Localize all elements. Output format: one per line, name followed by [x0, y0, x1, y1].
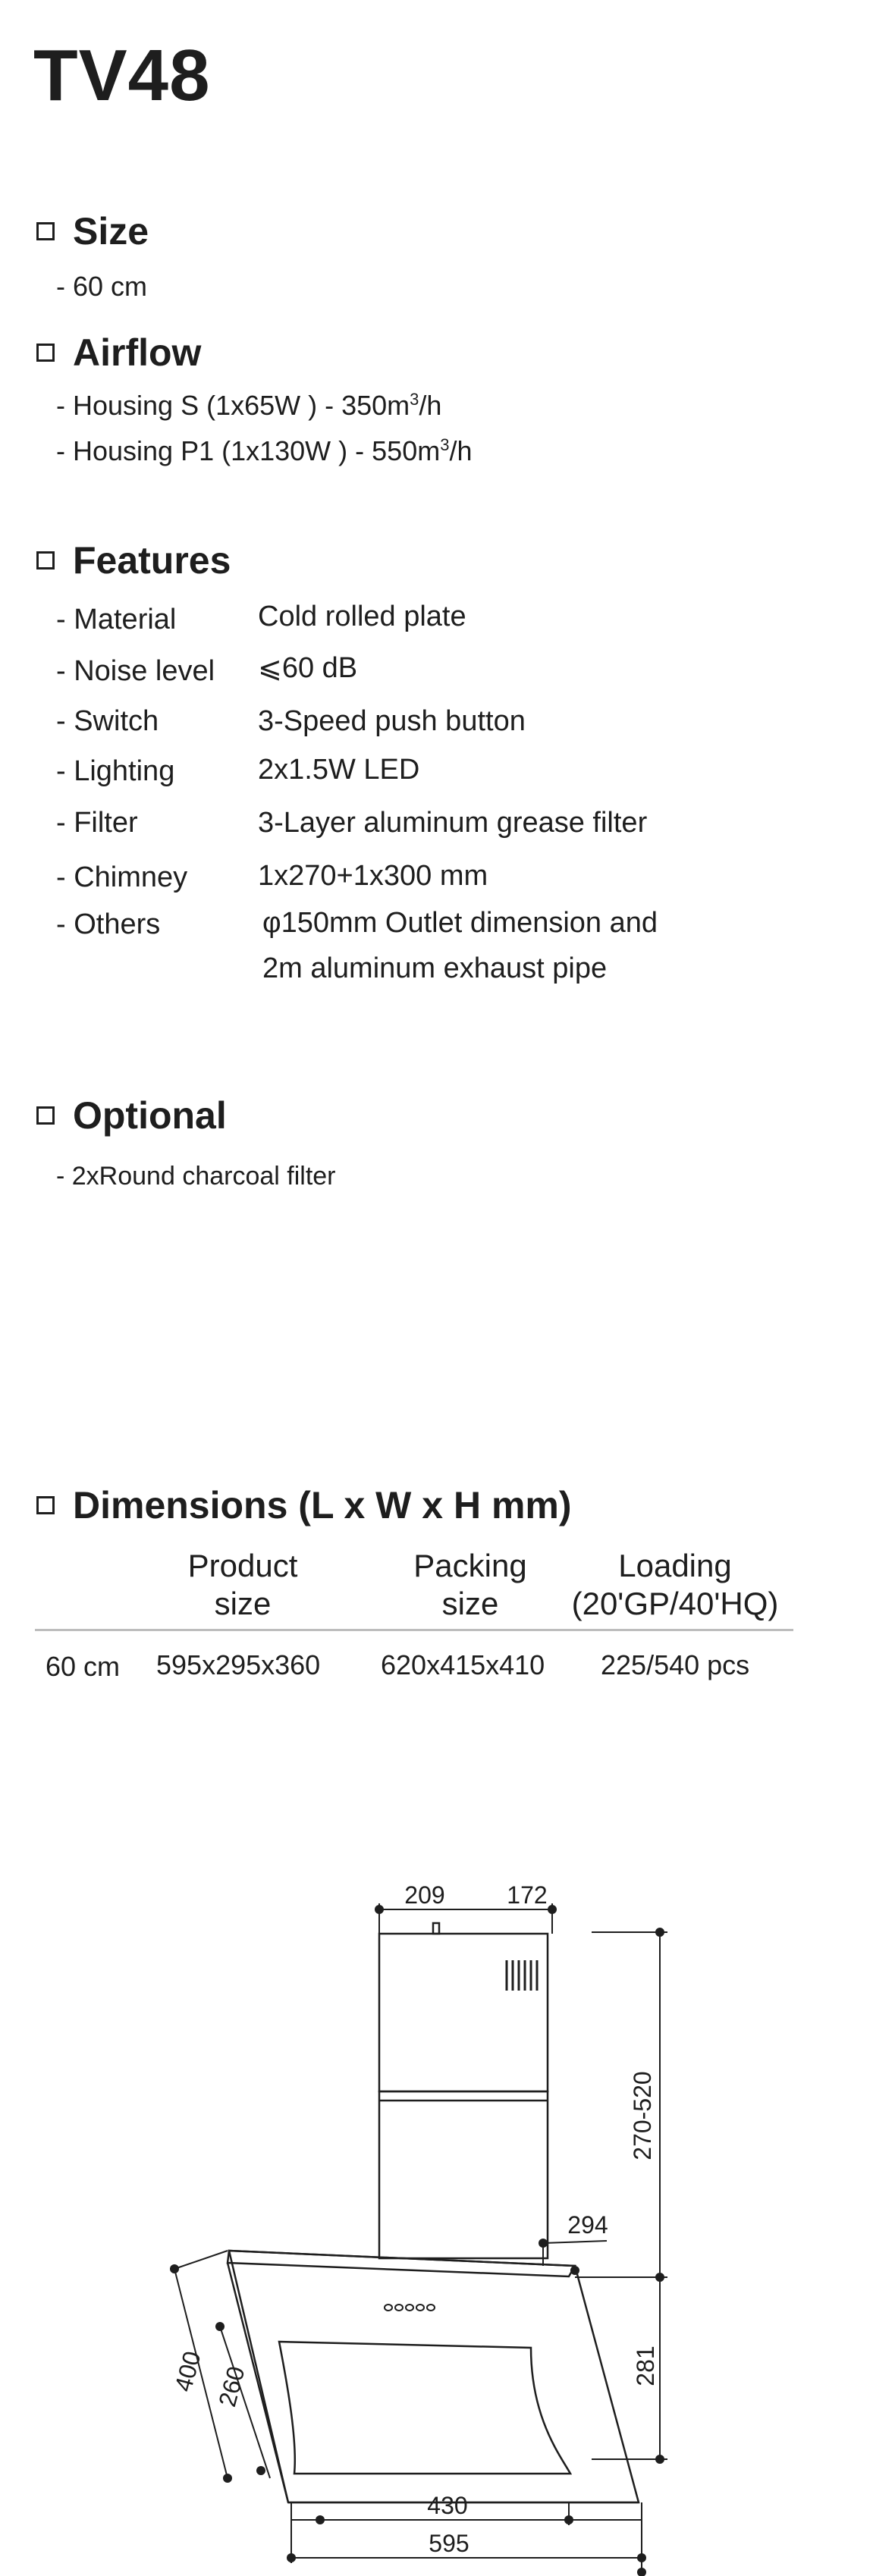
- airflow-item-text: - Housing S (1x65W ) - 350m: [56, 390, 410, 421]
- feature-label: - Material: [56, 604, 177, 635]
- dim-label-430: 430: [427, 2492, 468, 2519]
- feature-value: 3-Layer aluminum grease filter: [258, 807, 648, 839]
- feature-label: - Switch: [56, 705, 159, 737]
- optional-item: - 2xRound charcoal filter: [56, 1162, 336, 1191]
- feature-value: φ150mm Outlet dimension and: [262, 907, 658, 939]
- checkbox-square-icon: [36, 344, 55, 362]
- airflow-item: [56, 437, 472, 465]
- feature-label: - Chimney: [56, 861, 188, 893]
- airflow-item-text: - Housing P1 (1x130W ) - 550m: [56, 435, 441, 466]
- size-heading-label: Size: [73, 210, 149, 253]
- checkbox-square-icon: [36, 551, 55, 569]
- checkbox-square-icon: [36, 1106, 55, 1125]
- feature-value: Cold rolled plate: [258, 601, 466, 632]
- airflow-heading: [36, 331, 202, 374]
- feature-value: 1x270+1x300 mm: [258, 860, 488, 892]
- feature-value: 3-Speed push button: [258, 705, 526, 737]
- header-line: size: [214, 1586, 272, 1621]
- glass-panel: [279, 2342, 570, 2474]
- chimney-lower: [379, 2091, 548, 2258]
- feature-label: - Noise level: [56, 655, 215, 687]
- airflow-item-sup: 3: [410, 390, 419, 409]
- table-cell-product-size: 595x295x360: [156, 1649, 321, 1680]
- feature-label: - Filter: [56, 807, 138, 839]
- airflow-item-tail: /h: [449, 435, 473, 466]
- dimensions-heading: [36, 1486, 572, 1524]
- size-value: - 60 cm: [56, 271, 148, 302]
- table-cell-model: 60 cm: [46, 1651, 121, 1682]
- header-line: size: [441, 1586, 499, 1621]
- dim-label-281: 281: [632, 2345, 659, 2386]
- table-cell-loading: 225/540 pcs: [601, 1649, 750, 1680]
- dim-label-260: 260: [213, 2363, 250, 2410]
- optional-heading: [36, 1094, 227, 1137]
- dim-label-172: 172: [507, 1881, 548, 1909]
- feature-label: - Others: [56, 908, 161, 940]
- airflow-heading-label: Airflow: [73, 331, 202, 374]
- dim-label-chimney: 270-520: [629, 2071, 656, 2160]
- push-buttons: [385, 2305, 435, 2311]
- airflow-item-sup: 3: [440, 435, 450, 454]
- feature-label: - Lighting: [56, 755, 175, 787]
- table-cell-packing-size: 620x415x410: [381, 1649, 545, 1680]
- feature-value: ⩽60 dB: [258, 652, 358, 684]
- dim-label-209: 209: [404, 1881, 445, 1909]
- header-line: (20'GP/40'HQ): [571, 1586, 779, 1621]
- vent-slots: [507, 1960, 537, 1991]
- range-hood-drawing: [0, 1850, 895, 2576]
- hood-top-edge: [228, 2251, 575, 2276]
- chimney-upper: [379, 1934, 548, 2091]
- table-header-packing: [387, 1547, 554, 1623]
- table-divider: [35, 1629, 793, 1631]
- optional-heading-label: Optional: [73, 1094, 227, 1137]
- airflow-item: [56, 391, 441, 419]
- header-line: Loading: [618, 1548, 732, 1583]
- feature-value: 2x1.5W LED: [258, 754, 420, 786]
- dimension-dots: [170, 1905, 664, 2576]
- size-heading: [36, 210, 149, 253]
- product-title: TV48: [33, 35, 211, 116]
- dim-label-294: 294: [567, 2211, 608, 2239]
- airflow-item-tail: /h: [419, 390, 442, 421]
- dim-label-400: 400: [169, 2348, 206, 2395]
- header-line: Product: [187, 1548, 298, 1583]
- checkbox-square-icon: [36, 222, 55, 240]
- checkbox-square-icon: [36, 1496, 55, 1514]
- hood-canopy: [229, 2251, 639, 2502]
- table-header-product: [159, 1547, 326, 1623]
- chimney-tab: [433, 1923, 439, 1934]
- table-header-loading: [565, 1547, 785, 1623]
- features-heading-label: Features: [73, 539, 231, 582]
- features-heading: [36, 539, 231, 582]
- feature-value-continued: 2m aluminum exhaust pipe: [262, 952, 608, 984]
- dimensions-heading-label: Dimensions (L x W x H mm): [73, 1484, 572, 1526]
- header-line: Packing: [413, 1548, 527, 1583]
- dim-label-595: 595: [429, 2530, 469, 2557]
